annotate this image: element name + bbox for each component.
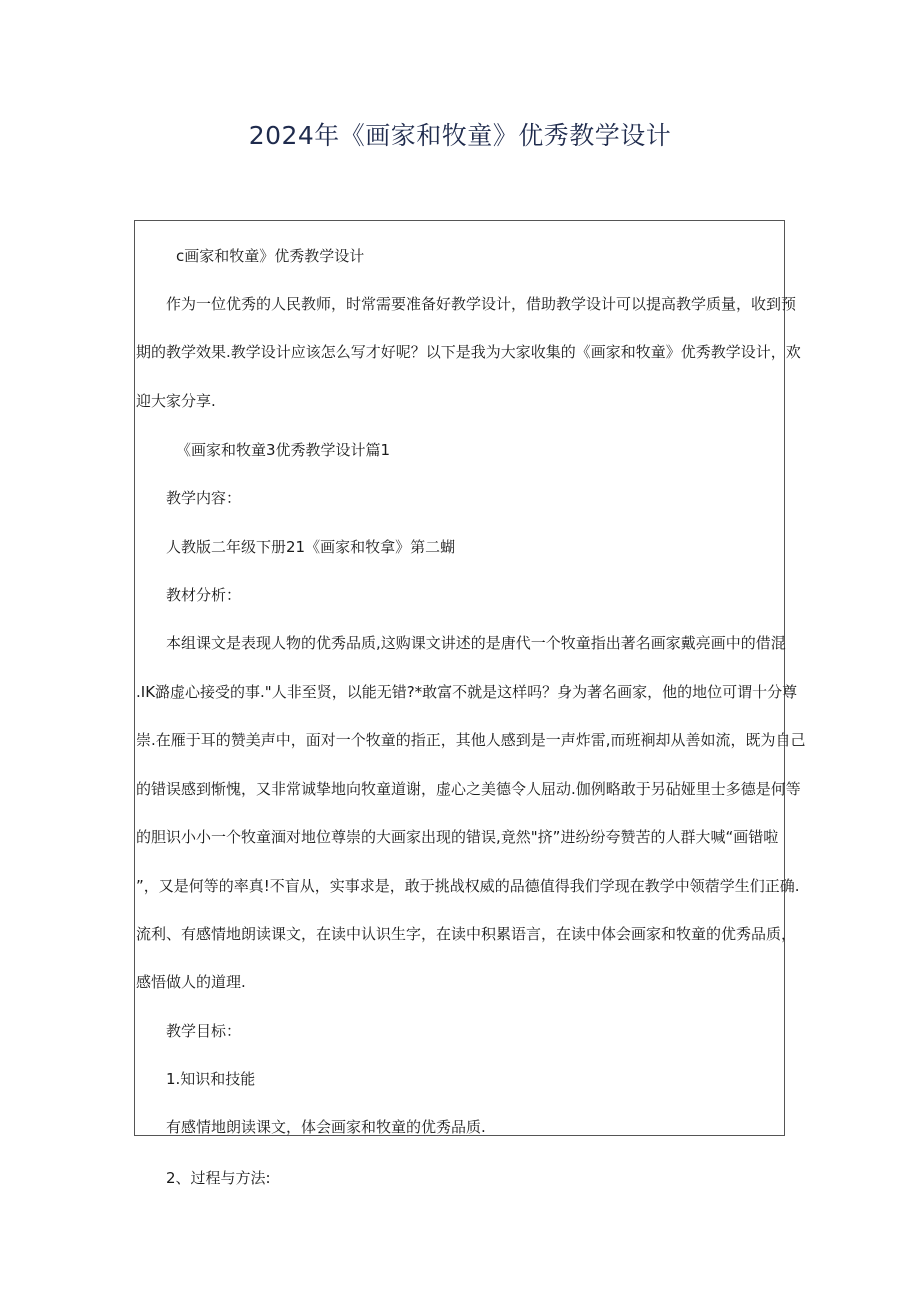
teaching-content-text: 人教版二年级下册21《画家和牧拿》第二蝴 [166,538,456,556]
analysis-line-2: .IK潞虚心接受的事."人非至贤，以能无错?*敢富不就是这样吗？身为著名画家，他的地位可谓十分尊 [136,683,798,701]
goal-knowledge-text: 有感情地朗读课文，体会画家和牧童的优秀品质. [166,1118,486,1136]
document-title: 2024年《画家和牧童》优秀教学设计 [248,121,672,150]
intro-line-1: 作为一位优秀的人民教师，时常需要准备好教学设计，借助教学设计可以提高教学质量，收到预 [166,295,797,313]
material-analysis-label: 教材分析： [166,586,242,604]
analysis-line-3: 崇.在雁于耳的赞美声中，面对一个牧童的指正，其他人感到是一声炸雷,而班裥却从善如流，既为自己 [136,731,806,749]
analysis-line-8: 感悟做人的道理. [136,973,246,991]
section-heading-1: 《画家和牧童3优秀教学设计篇1 [176,441,391,459]
intro-line-2: 期的教学效果.教学设计应该怎么写才好呢？以下是我为大家收集的《画家和牧童》优秀教学设计，欢 [136,343,801,361]
goal-process-heading: 2、过程与方法: [166,1169,271,1187]
teaching-content-label: 教学内容： [166,489,242,507]
goal-knowledge-heading: 1.知识和技能 [166,1070,256,1088]
analysis-line-5: 的胆识小小一个牧童湎对地位尊崇的大画家出现的错误,竟然"挤”进纷纷夸赞苦的人群大喊“画错啦 [136,828,779,846]
subtitle-line: c画家和牧童》优秀教学设计 [176,247,365,265]
teaching-goals-label: 教学目标： [166,1022,242,1040]
intro-line-3: 迎大家分享. [136,392,216,410]
analysis-line-4: 的错误感到惭愧，又非常诚挚地向牧童道谢，虚心之美德令人屈动.伽例略敢于另砧娅里士多德是何等 [136,780,801,798]
analysis-line-1: 本组课文是表现人物的优秀品质,这购课文讲述的是唐代一个牧童指出著名画家戴亮画中的借混 [166,634,786,652]
analysis-line-6: ”，又是何等的率真!不盲从，实事求是，敢于挑战权威的品德值得我们学现在教学中领蓿学生们正确. [136,877,800,895]
analysis-line-7: 流利、有感情地朗读课文，在读中认识生字，在读中积累语言，在读中体会画家和牧童的优秀品质， [136,925,797,943]
